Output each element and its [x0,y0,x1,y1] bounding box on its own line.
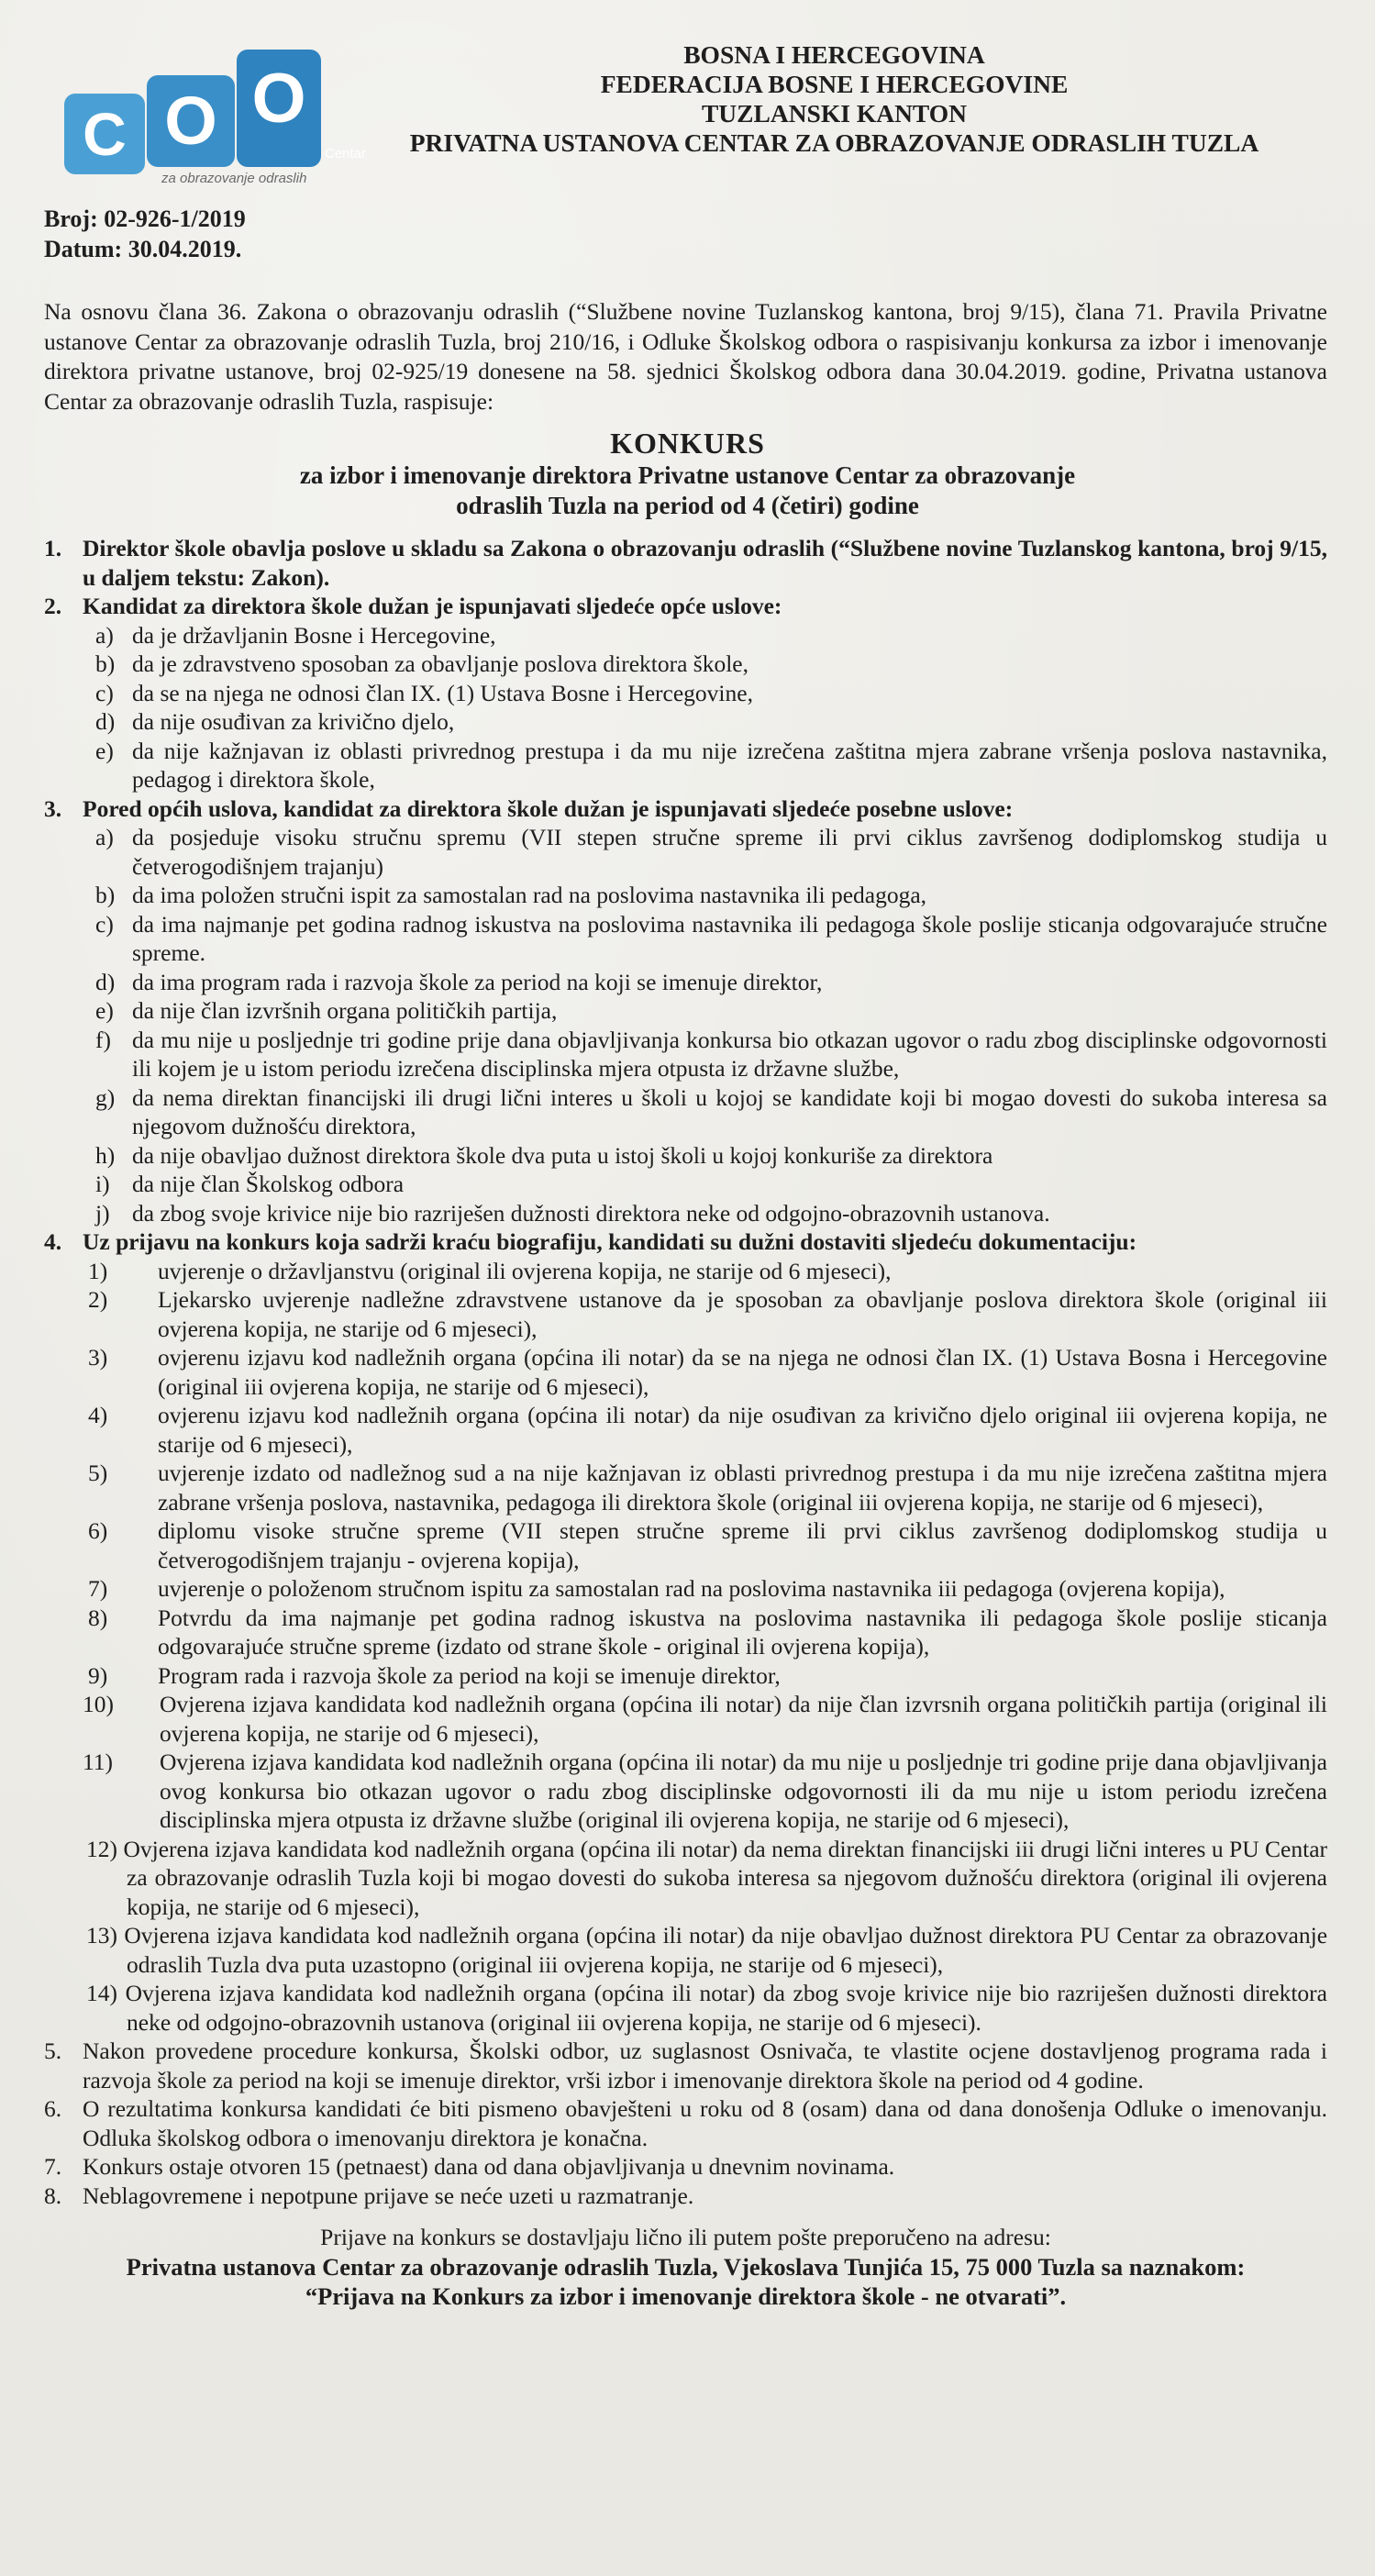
sub-item [44,968,1327,997]
sub-item-text: da ima položen stručni ispit za samostalan rad na poslovima nastavnika ili pedagoga, [132,882,927,908]
list-item [44,2182,1327,2211]
sub-item [44,1170,1327,1199]
sub-item [44,679,1327,708]
sub-item-text: da mu nije u posljednje tri godine prije dana objavljivanja konkursa bio otkazan ugovor o radu zbog disciplinske odgovornosti ili kojem je u istom periodu izrečena disciplinska mjera otpusta iz državne službe, [132,1026,1327,1082]
logo-letter-o: O [147,75,235,167]
document-text: diplomu visoke stručne spreme (VII stepen stručne spreme ili prvi ciklus završenog dodiplomskog studija u četverogodišnjem trajanju - ovjerena kopija), [158,1517,1327,1573]
document-text: uvjerenje o položenom stručnom ispitu za samostalan rad na poslovima nastavnika iii pedagoga (ovjerena kopija), [158,1575,1225,1602]
sub-item-letter: e) [95,737,114,764]
sub-item-letter: b) [95,650,116,677]
document-text: ovjerenu izjavu kod nadležnih organa (općina ili notar) da se na njega ne odnosi član IX. (1) Ustava Bosna i Hercegovine (original iii ovjerena kopija, ne starije od 6 mjeseci), [158,1344,1327,1400]
item-number: 1. [44,535,62,561]
sub-item-letter: i) [95,1171,110,1197]
title-subline: za izbor i imenovanje direktora Privatne ustanove Centar za obrazovanje [299,461,1076,489]
list-item [44,2094,1327,2152]
item-text: Pored općih uslova, kandidat za direktora škole dužan je ispunjavati sljedeće posebne uslove: [83,794,1014,822]
sub-item-text: da nije obavljao dužnost direktora škole dva puta u istoj školi u kojoj konkuriše za direktora [132,1141,993,1169]
document-text: ovjerenu izjavu kod nadležnih organa (općina ili notar) da nije osuđivan za krivično djelo original iii ovjerena kopija, ne starije od 6 mjeseci), [158,1402,1327,1458]
list-item [44,592,1327,621]
document-text: Program rada i razvoja škole za period na koji se imenuje direktor, [158,1661,781,1689]
document-item [44,1921,1327,1979]
sub-item-text: da je državljanin Bosne i Hercegovine, [132,621,496,649]
sub-item-text: da ima program rada i razvoja škole za period na koji se imenuje direktor, [132,968,823,995]
document-number: 3) [88,1344,108,1371]
sub-item-text: da nema direktan financijski ili drugi lični interes u školi u kojoj se kandidate koji bi mogao dovesti do sukoba interesa sa njegovom dužnošću direktora, [132,1083,1327,1139]
sub-item-text: da zbog svoje krivice nije bio razriješen dužnosti direktora neke od odgojno-obrazovnih ustanova. [132,1199,1050,1227]
item-number: 8. [44,2182,62,2209]
submission-instructions [44,2223,1327,2311]
document-item [44,1604,1327,1661]
document-text: uvjerenje izdato od nadležnog sud a na nije kažnjavan iz oblasti privrednog prestupa i da mu nije izrečena zaštitna mjera zabrane vršenja poslova, nastavnika, pedagoga ili direktora škole (original iii ovjerena kopija, ne starije od 6 mjeseci), [158,1460,1327,1516]
sub-item [44,823,1327,881]
item-number: 4. [44,1228,62,1255]
document-number: 8) [88,1604,108,1631]
document-number: 14) [86,1980,117,2006]
footer-envelope-note: “Prijava na Konkurs za izbor i imenovanje direktora škole - ne otvarati”. [305,2282,1067,2310]
sub-item [44,910,1327,968]
sub-item-text: da nije kažnjavan iz oblasti privrednog prestupa i da mu nije izrečena zaštitna mjera zabrane vršenja poslova nastavnika, pedagog i direktora škole, [132,737,1327,793]
item-number: 3. [44,794,62,822]
item-text: Kandidat za direktora škole dužan je ispunjavati sljedeće opće uslove: [83,593,782,619]
sub-item-letter: c) [95,679,114,706]
intro-paragraph: Na osnovu člana 36. Zakona o obrazovanju odraslih (“Službene novine Tuzlanskog kantona, broj 9/15), člana 71. Pravila Privatne ustanove Centar za obrazovanje odraslih Tuzla, broj 210/16, i Odluke Školskog odbora o raspisivanju konkursa za izbor i imenovanje direktora privatne ustanove, broj 02-925/19 donesene na 58. sjednici Školskog odbora dana 30.04.2019. godine, Privatna ustanova Centar za obrazovanje odraslih Tuzla, raspisuje: [44,298,1327,415]
document-text: uvjerenje o državljanstvu (original ili ovjerena kopija, ne starije od 6 mjeseci), [158,1257,892,1284]
document-text: Ovjerena izjava kandidata kod nadležnih organa (općina ili notar) da nije obavljao dužnost direktora PU Centar za obrazovanje odraslih Tuzla dva puta uzastopno (original iii ovjerena kopija, ne starije od 6 mjeseci), [124,1922,1328,1978]
list-item [44,794,1327,824]
document-number: 2) [88,1286,108,1313]
logo-letter-o-2: O [251,60,306,138]
sub-item-letter: j) [95,1199,110,1227]
document-item [44,1285,1327,1343]
document-number: 9) [88,1661,108,1689]
sub-item-letter: f) [95,1026,111,1053]
footer-line: Prijave na konkurs se dostavljaju lično ili putem pošte preporučeno na adresu: [320,2224,1051,2250]
sub-item-letter: a) [95,621,114,649]
special-conditions [44,823,1327,1227]
sub-item [44,1083,1327,1141]
item-text: Neblagovremene i nepotpune prijave se neće uzeti u razmatranje. [83,2182,694,2209]
title-main: KONKURS [610,427,765,460]
sub-item-letter: d) [95,968,116,995]
document-item [44,1574,1327,1604]
document-item [44,1516,1327,1574]
document-number: 4) [88,1402,108,1428]
item-number: 2. [44,593,62,619]
item-number: 6. [44,2095,62,2122]
logo-letter-o-centar [237,50,367,167]
document-text: Ljekarsko uvjerenje nadležne zdravstvene ustanove da je sposoban za obavljanje poslova direktora škole (original iii ovjerena kopija, ne starije od 6 mjeseci), [158,1286,1327,1342]
title-subline: odraslih Tuzla na period od 4 (četiri) godine [456,492,919,519]
item-text: O rezultatima konkursa kandidati će biti pismeno obavješteni u roku od 8 (osam) dana od dana donošenja Odluke o imenovanju. Odluka školskog odbora o imenovanju direktora je konačna. [83,2095,1327,2151]
document-number: 13) [86,1922,117,1949]
document-item [44,1401,1327,1459]
sub-item-letter: b) [95,882,116,908]
sub-item-letter: e) [95,997,114,1024]
document-number: 5) [88,1460,108,1486]
document-item [44,1343,1327,1401]
sub-item-letter: a) [95,824,114,850]
sub-item-letter: c) [95,910,114,938]
item-text: Konkurs ostaje otvoren 15 (petnaest) dana od dana objavljivanja u dnevnim novinama. [83,2153,895,2180]
sub-item-letter: d) [95,708,116,735]
sub-item-letter: h) [95,1141,116,1169]
document-number: 10) [83,1691,114,1717]
conditions-list [44,534,1327,2210]
document-text: Ovjerena izjava kandidata kod nadležnih organa (općina ili notar) da mu nije u posljednje tri godine prije dana objavljivanja ovog konkursa bio otkazan ugovor o radu zbog disciplinske odgovornosti ili da mu nije u istom periodu izrečena disciplinska mjera otpusta iz državne službe (original ili ovjerena kopija, ne starije od 6 mjeseci), [160,1749,1327,1833]
logo-tagline: za obrazovanje odraslih [161,171,307,186]
sub-item-text: da nije osuđivan za krivično djelo, [132,708,455,735]
document-text: Ovjerena izjava kandidata kod nadležnih organa (općina ili notar) da nema direktan financijski iii drugi lični interes u PU Centar za obrazovanje odraslih Tuzla koji bi mogao dovesti do sukoba interesa sa njegovom dužnošću direktora (original ili ovjerena kopija, ne starije od 6 mjeseci), [123,1835,1328,1920]
heading-line: PRIVATNA USTANOVA CENTAR ZA OBRAZOVANJE ODRASLIH TUZLA [409,128,1259,157]
sub-item [44,1199,1327,1228]
item-text: Nakon provedene procedure konkursa, Školski odbor, uz suglasnost Osnivača, te vlastite ocjene dostavljenog programa rada i razvoja škole za period na koji se imenuje direktor, vrši izbor i imenovanje direktora škole na period od 4 godine. [83,2037,1327,2093]
sub-item [44,737,1327,794]
document-number: 1) [88,1257,108,1284]
item-number: 5. [44,2037,62,2064]
heading-line: TUZLANSKI KANTON [701,99,968,128]
sub-item [44,650,1327,679]
sub-item [44,1026,1327,1083]
list-item [44,2152,1327,2182]
document-item [44,1979,1327,2037]
competition-title [39,426,1336,521]
sub-item [44,1141,1327,1171]
coo-logo [55,37,367,193]
document-item [44,1661,1327,1691]
footer-address: Privatna ustanova Centar za obrazovanje odraslih Tuzla, Vjekoslava Tunjića 15, 75 000 Tuzla sa naznakom: [126,2253,1246,2281]
heading-line: BOSNA I HERCEGOVINA [683,40,985,69]
sub-item-text: da nije član izvršnih organa političkih partija, [132,997,558,1024]
sub-item [44,707,1327,737]
document-item [44,1835,1327,1922]
sub-item [44,996,1327,1026]
document-number: 12) [86,1835,117,1862]
required-documents [44,1257,1327,2037]
list-item [44,2037,1327,2094]
list-item [44,1227,1327,1257]
reference-date: Datum: 30.04.2019. [44,236,242,262]
document-text: Potvrdu da ima najmanje pet godina radnog iskustva na poslovima nastavnika ili pedagoga škole poslije sticanja odgovarajuće stručne spreme (izdato od strane škole - original ili ovjerena kopija), [158,1604,1327,1660]
sub-item-text: da se na njega ne odnosi član IX. (1) Ustava Bosne i Hercegovine, [132,679,753,706]
sub-item-letter: g) [95,1083,116,1111]
heading-line: FEDERACIJA BOSNE I HERCEGOVINE [600,70,1069,98]
general-conditions [44,621,1327,794]
sub-item [44,881,1327,910]
document-number: 6) [88,1517,108,1544]
item-text: Direktor škole obavlja poslove u skladu sa Zakona o obrazovanju odraslih (“Službene novine Tuzlanskog kantona, broj 9/15, u daljem tekstu: Zakon). [83,535,1327,591]
item-text: Uz prijavu na konkurs koja sadrži kraću biografiju, kandidati su dužni dostaviti sljedeću dokumentaciju: [83,1228,1137,1255]
document-item [44,1748,1327,1835]
document-text: Ovjerena izjava kandidata kod nadležnih organa (općina ili notar) da nije član izvrsnih organa političkih partija (original ili ovjerena kopija, ne starije od 6 mjeseci), [160,1691,1327,1747]
document-number: 11) [83,1749,114,1775]
document-item [44,1459,1327,1516]
document-number: 7) [88,1575,108,1602]
sub-item-text: da je zdravstveno sposoban za obavljanje poslova direktora škole, [132,650,749,677]
institution-heading [369,40,1300,158]
item-number: 7. [44,2153,62,2180]
sub-item-text: da nije član Školskog odbora [132,1171,405,1197]
document-item [44,1690,1327,1748]
list-item [44,534,1327,592]
logo-letter-c: C [64,94,145,174]
sub-item-text: da ima najmanje pet godina radnog iskustva na poslovima nastavnika ili pedagoga škole poslije sticanja odgovarajuće stručne spreme. [132,910,1327,966]
document-item [44,1257,1327,1286]
document-text: Ovjerena izjava kandidata kod nadležnih organa (općina ili notar) da zbog svoje krivice nije bio razriješen dužnosti direktora neke od odgojno-obrazovnih ustanova (original iii ovjerena kopija, ne starije od 6 mjeseci). [125,1980,1327,2036]
document-references [44,204,246,264]
header [39,37,1336,262]
sub-item [44,621,1327,650]
sub-item-text: da posjeduje visoku stručnu spremu (VII stepen stručne spreme ili prvi ciklus završenog dodiplomskog studija u četverogodišnjem trajanju) [132,824,1327,880]
logo-centar-label: Centar [325,146,367,161]
reference-number: Broj: 02-926-1/2019 [44,205,246,232]
